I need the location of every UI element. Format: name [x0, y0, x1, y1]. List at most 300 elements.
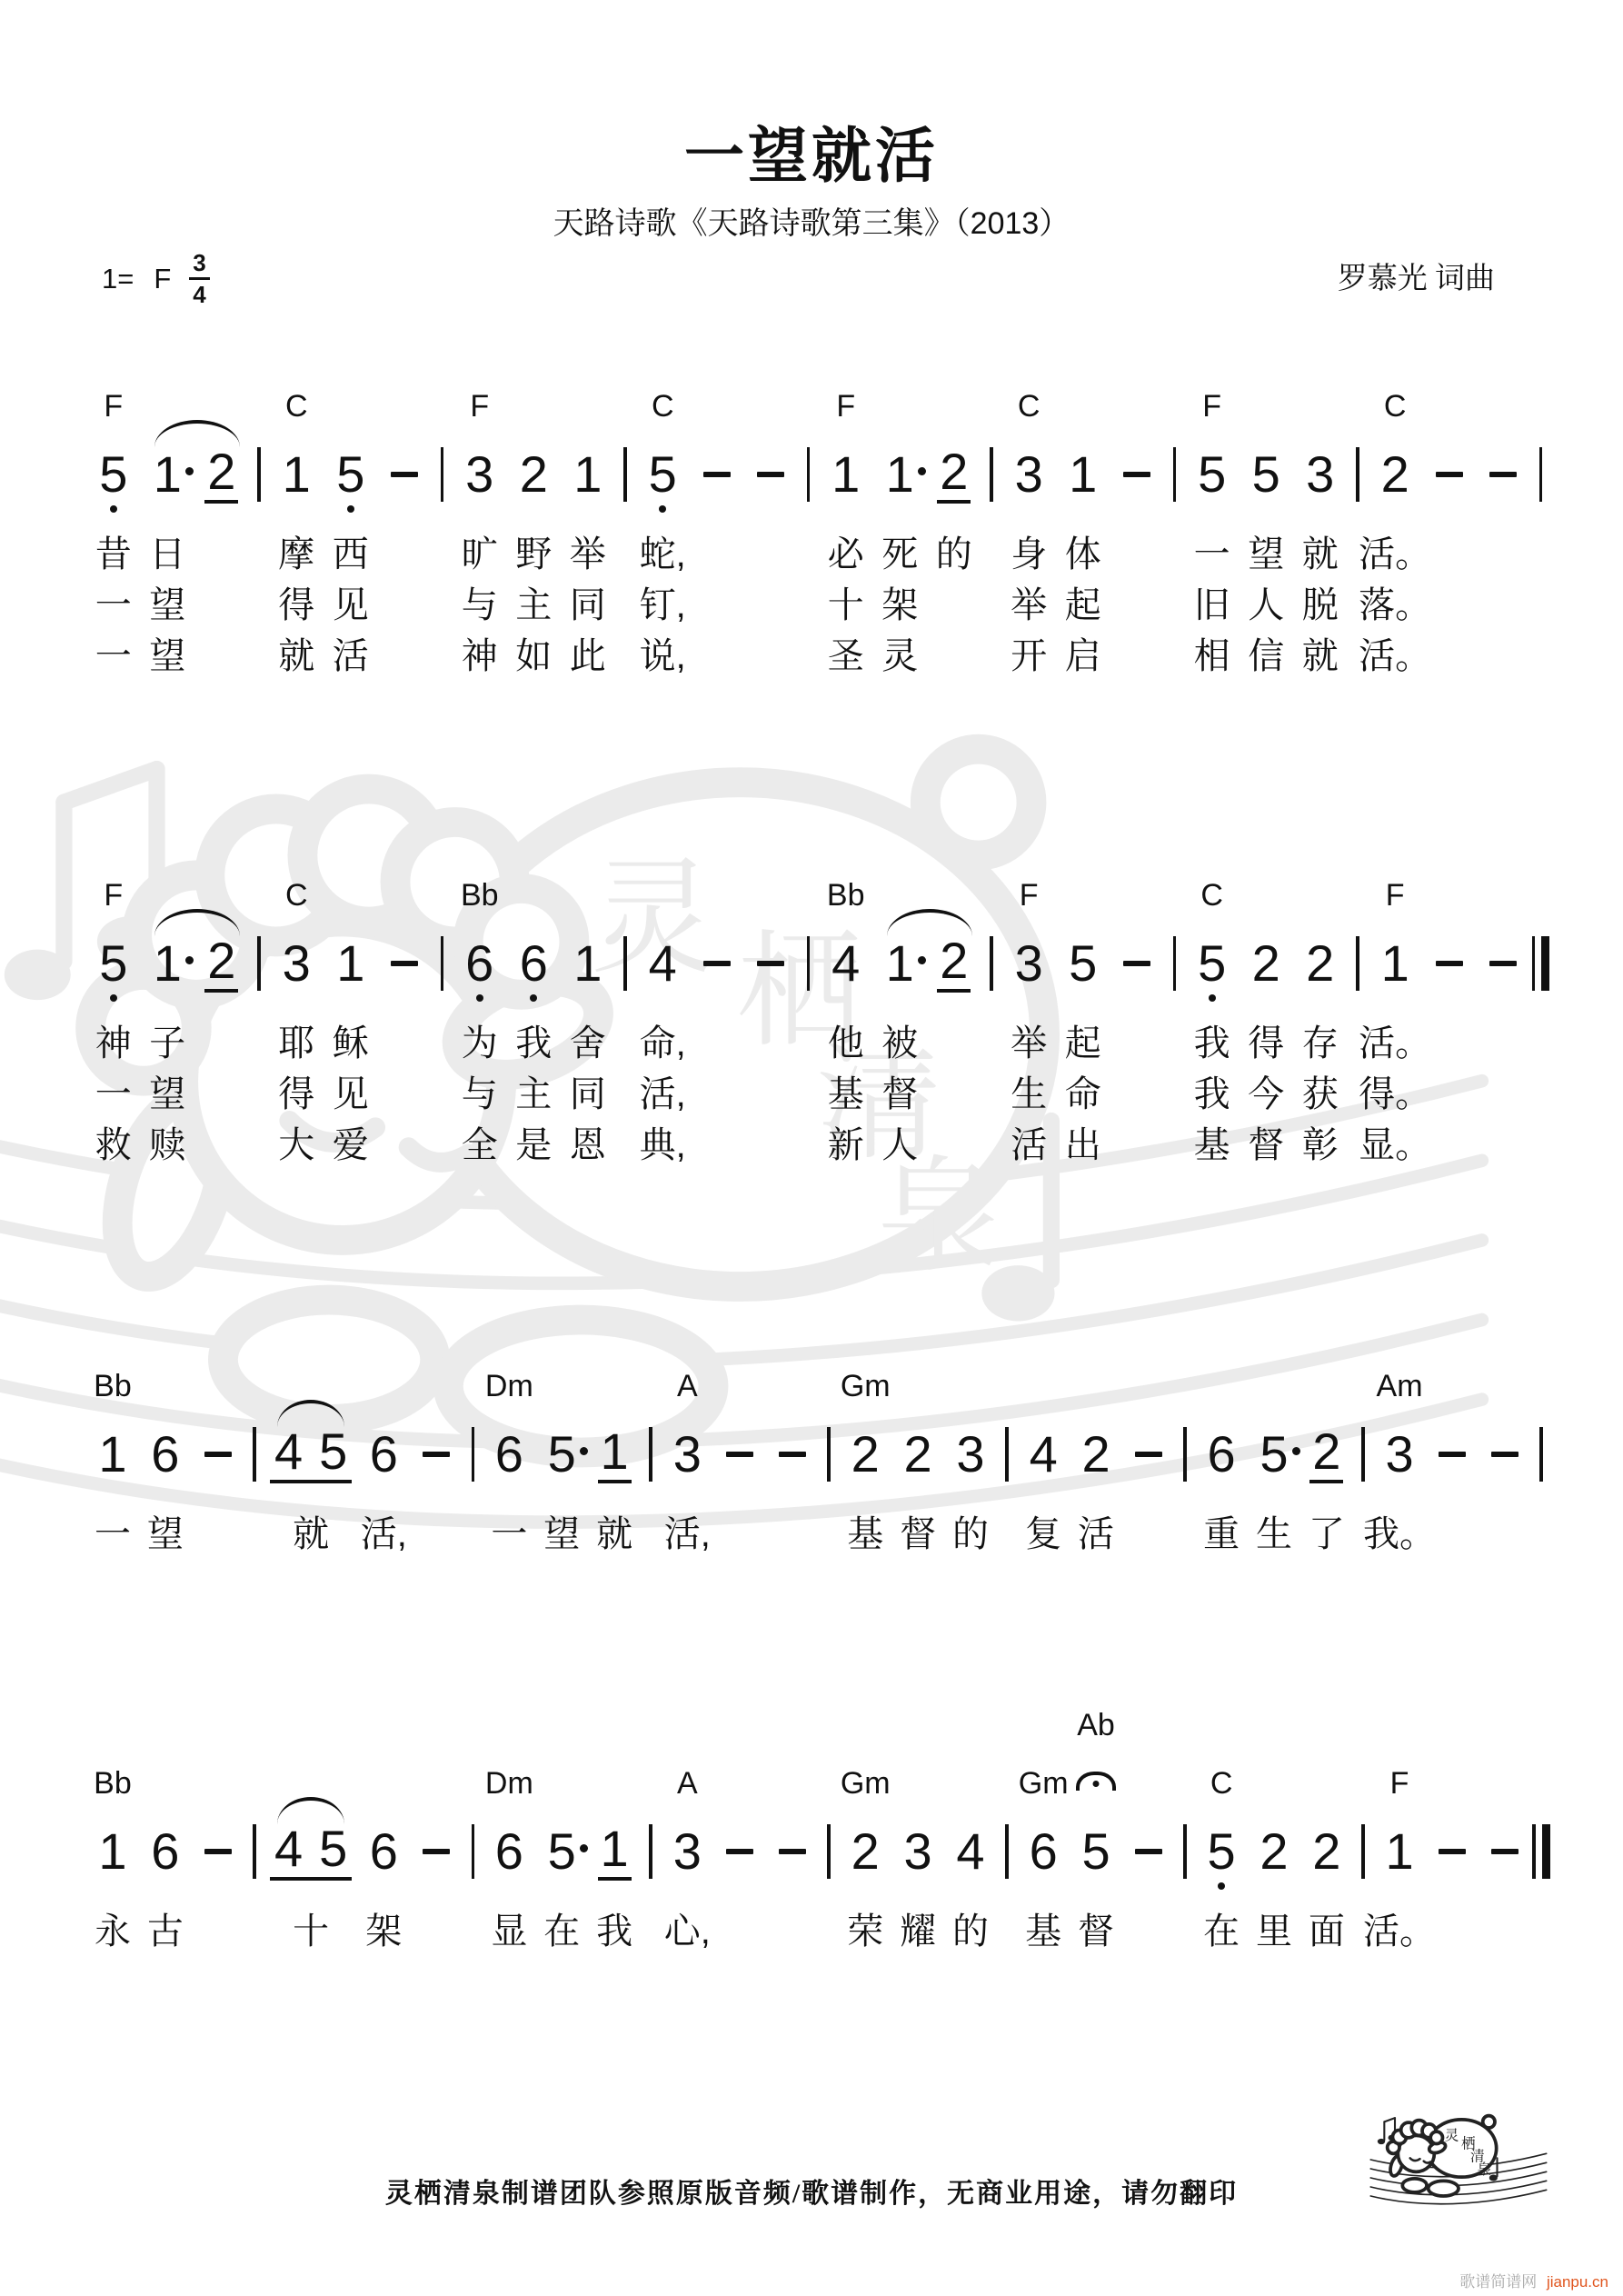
- duration-dash: [1426, 1425, 1479, 1556]
- lyric-syllable: 人: [1248, 584, 1285, 625]
- lyric-syllable: 望: [543, 1513, 581, 1554]
- lyric-syllable: 身: [1011, 534, 1048, 574]
- note: 4: [274, 1422, 304, 1480]
- note: 2 存 获 彰: [1293, 934, 1348, 1167]
- barline: [981, 934, 1002, 1167]
- lyric-syllable: 我。: [1363, 1513, 1437, 1554]
- lyric-syllable: 我: [1193, 1073, 1230, 1114]
- lyric-syllable: [244, 1505, 264, 1556]
- lyric-syllable: [378, 627, 433, 678]
- note: C 5 在: [1195, 1822, 1248, 1953]
- lyric-syllable: 督: [1248, 1124, 1285, 1165]
- lyric-syllable: 被: [881, 1023, 919, 1063]
- music-system-4: [86, 1708, 1551, 1953]
- chord-label: F: [1019, 878, 1039, 913]
- lyric-syllable: 面: [1308, 1911, 1345, 1952]
- barline: [1164, 934, 1185, 1167]
- chord-label: Ab: [1077, 1708, 1115, 1742]
- note: 2 活: [1070, 1425, 1122, 1556]
- lyric-syllable: 与: [461, 1073, 498, 1114]
- lyric-syllable: 此: [569, 635, 606, 676]
- lyric-syllable: 启: [1064, 635, 1101, 676]
- note: 1 日 望 望: [141, 445, 195, 678]
- note: 1 死 架 灵: [872, 445, 927, 678]
- chord-label: C: [651, 389, 674, 424]
- chord-label: C: [1210, 1766, 1233, 1801]
- lyric-syllable: [766, 1505, 819, 1556]
- note: 6 我 主 是: [507, 934, 562, 1167]
- duration-dash: [378, 445, 433, 678]
- chord-label: Gm: [840, 1766, 891, 1801]
- lyric-syllable: 他: [827, 1023, 864, 1063]
- lyric-syllable: [819, 1902, 839, 1953]
- barline: [432, 934, 453, 1167]
- chord-label: F: [104, 389, 124, 424]
- lyric-syllable: 是: [515, 1124, 553, 1165]
- note: 5: [319, 1422, 348, 1480]
- chord-label: F: [1389, 1766, 1409, 1801]
- lyric-syllable: [981, 525, 1002, 576]
- lyric-syllable: 我: [596, 1911, 633, 1952]
- lyric-syllable: 在: [543, 1911, 581, 1952]
- lyric-syllable: 为: [461, 1023, 498, 1063]
- lyric-syllable: [927, 1014, 981, 1065]
- duration-dash: [1122, 1822, 1175, 1953]
- lyric-syllable: 出: [1064, 1124, 1101, 1165]
- lyric-syllable: [194, 525, 249, 576]
- barline: [1164, 445, 1185, 678]
- lyric-syllable: [798, 525, 819, 576]
- lyric-syllable: 命: [1064, 1073, 1101, 1114]
- duration-dash: [690, 934, 744, 1167]
- note: F 1 活。 得。 显。: [1368, 934, 1422, 1167]
- lyric-syllable: 的: [935, 534, 972, 574]
- lyric-syllable: 稣: [332, 1023, 369, 1063]
- lyric-syllable: [249, 1116, 270, 1167]
- lyric-syllable: [432, 627, 453, 678]
- lyric-syllable: [1422, 576, 1477, 627]
- duration-dash: [1476, 445, 1530, 678]
- lyric-syllable: [641, 1902, 661, 1953]
- lyric-syllable: 心,: [663, 1911, 711, 1952]
- note: Bb 4 他 基 新: [819, 934, 873, 1167]
- lyric-syllable: 开: [1011, 635, 1048, 676]
- key-prefix: 1=: [102, 262, 134, 294]
- duration-dash: [1122, 1425, 1175, 1556]
- lyric-syllable: [927, 1116, 981, 1167]
- barline: [641, 1822, 661, 1953]
- chord-label: Am: [1376, 1369, 1423, 1403]
- lyric-syllable: 日: [149, 534, 186, 574]
- duration-dash: [744, 934, 799, 1167]
- note: C 5 蛇, 钉, 说,: [635, 445, 690, 678]
- duration-dash: [192, 1822, 244, 1953]
- note: A 3 心,: [661, 1822, 713, 1953]
- lyric-syllable: [713, 1505, 766, 1556]
- lyric-syllable: [1531, 1505, 1551, 1556]
- duration-dash: [766, 1822, 819, 1953]
- lyric-syllable: 旷: [461, 534, 498, 574]
- barline: [432, 445, 453, 678]
- barline: [981, 445, 1002, 678]
- note: 2: [927, 934, 981, 1167]
- low-octave-dot: [659, 505, 666, 513]
- barline: [249, 445, 270, 678]
- low-octave-dot: [110, 994, 117, 1002]
- note: 3 耀: [891, 1822, 944, 1953]
- duration-dash: [713, 1822, 766, 1953]
- lyric-syllable: [744, 1014, 799, 1065]
- lyric-syllable: [1164, 1116, 1185, 1167]
- lyric-syllable: 全: [461, 1124, 498, 1165]
- lyric-syllable: 望: [149, 584, 186, 625]
- note: Bb 6 为 与 全: [453, 934, 507, 1167]
- barline: [463, 1822, 483, 1953]
- duration-dash: [1422, 934, 1477, 1167]
- lyric-syllable: 见: [332, 1073, 369, 1114]
- chord-label: F: [470, 389, 490, 424]
- lyric-syllable: 了: [1308, 1513, 1345, 1554]
- final-barline: [1530, 934, 1551, 1167]
- barline: [244, 1425, 264, 1556]
- lyric-syllable: [1479, 1902, 1531, 1953]
- lyric-syllable: 活: [1078, 1513, 1115, 1554]
- lyric-syllable: [244, 1902, 264, 1953]
- note: 2 面: [1300, 1822, 1353, 1953]
- lyric-syllable: 一: [1193, 534, 1230, 574]
- lyric-syllable: 救: [95, 1124, 132, 1165]
- barline: [249, 934, 270, 1167]
- lyric-syllable: 今: [1248, 1073, 1285, 1114]
- duration-dash: [713, 1425, 766, 1556]
- lyric-syllable: 获: [1301, 1073, 1339, 1114]
- lyric-syllable: 灵: [881, 635, 919, 676]
- lyric-syllable: [194, 627, 249, 678]
- lyric-syllable: 与: [461, 584, 498, 625]
- lyric-syllable: [192, 1902, 244, 1953]
- duration-dash: [1426, 1822, 1479, 1953]
- lyric-syllable: 活。: [1359, 1023, 1432, 1063]
- chord-label: A: [676, 1369, 698, 1403]
- lyric-syllable: 活: [332, 635, 369, 676]
- song-source-subtitle: 天路诗歌《天路诗歌第三集》（2013）: [553, 206, 1070, 241]
- lyric-syllable: 就: [293, 1513, 330, 1554]
- composer-credit: 罗慕光 词曲: [1337, 263, 1495, 295]
- lyric-syllable: 举: [569, 534, 606, 574]
- note: Dm 6 一: [483, 1425, 535, 1556]
- lyric-syllable: 荣: [847, 1911, 884, 1952]
- page-title: 一望就活: [684, 122, 939, 189]
- note: 3 的: [944, 1425, 997, 1556]
- site-credit: [1459, 2269, 1608, 2291]
- lyric-syllable: [819, 1505, 839, 1556]
- lyric-syllable: 活。: [1363, 1911, 1437, 1952]
- lyric-syllable: 一: [95, 1073, 132, 1114]
- duration-dash: [690, 445, 744, 678]
- lyric-syllable: [997, 1902, 1017, 1953]
- lyric-syllable: [1422, 627, 1477, 678]
- fermata-icon: [1076, 1772, 1116, 1791]
- low-octave-dot: [347, 505, 354, 513]
- note: C 3 耶 得 大: [269, 934, 324, 1167]
- lyric-syllable: [1530, 525, 1551, 576]
- note: 2 督: [891, 1425, 944, 1556]
- duration-dash: [410, 1822, 463, 1953]
- duration-dash: [1110, 445, 1164, 678]
- note: 1 舍 同 恩: [561, 934, 615, 1167]
- lyric-syllable: 里: [1255, 1911, 1292, 1952]
- lyric-syllable: [690, 576, 744, 627]
- lyric-syllable: [744, 1065, 799, 1116]
- barline: [1175, 1425, 1195, 1556]
- note: 2 的: [927, 445, 981, 678]
- lyric-syllable: 野: [515, 534, 553, 574]
- lyric-syllable: [1110, 576, 1164, 627]
- note: 1 稣 见 爱: [324, 934, 378, 1167]
- lyric-syllable: [927, 576, 981, 627]
- note: F 5 神 一 救: [86, 934, 141, 1167]
- lyric-syllable: 起: [1064, 1023, 1101, 1063]
- lyric-syllable: [1530, 627, 1551, 678]
- lyric-syllable: 典,: [639, 1124, 686, 1165]
- lyric-syllable: 命,: [639, 1023, 686, 1063]
- lyric-syllable: 如: [515, 635, 553, 676]
- lyric-syllable: [1530, 576, 1551, 627]
- lyric-syllable: [1422, 525, 1477, 576]
- chord-label: Gm: [1018, 1766, 1069, 1801]
- lyric-syllable: 脱: [1301, 584, 1339, 625]
- note: F 3 旷 与 神: [453, 445, 507, 678]
- lyric-syllable: 活。: [1359, 534, 1432, 574]
- note: 5 生: [1248, 1425, 1300, 1556]
- lyric-syllable: [1110, 1065, 1164, 1116]
- lyric-syllable: [798, 627, 819, 678]
- lyric-syllable: 主: [515, 584, 553, 625]
- lyric-syllable: 落。: [1359, 584, 1432, 625]
- lyric-syllable: 举: [1011, 584, 1048, 625]
- lyric-syllable: 死: [881, 534, 919, 574]
- lyric-syllable: [981, 1014, 1002, 1065]
- lyric-syllable: [744, 576, 799, 627]
- chord-label: F: [1202, 389, 1222, 424]
- lyric-syllable: [1422, 1065, 1477, 1116]
- lyric-syllable: 钉,: [639, 584, 686, 625]
- lyric-syllable: 十: [293, 1911, 330, 1952]
- lyric-syllable: 新: [827, 1124, 864, 1165]
- lyric-syllable: [997, 1505, 1017, 1556]
- lyric-syllable: [249, 627, 270, 678]
- note: 1 体 起 启: [1056, 445, 1110, 678]
- lyric-syllable: [378, 576, 433, 627]
- barline: [463, 1425, 483, 1556]
- slur-arc: [277, 1797, 344, 1824]
- beamed-note-pair: [264, 1422, 357, 1556]
- lyric-syllable: 大: [278, 1124, 315, 1165]
- note: Gm 2 荣: [839, 1822, 891, 1953]
- lyric-syllable: [798, 576, 819, 627]
- note: 5 在: [535, 1822, 588, 1953]
- lyric-syllable: 督: [881, 1073, 919, 1114]
- lyric-syllable: [249, 576, 270, 627]
- duration-dash: [766, 1425, 819, 1556]
- music-system-1: [86, 389, 1551, 678]
- note: 6 古: [139, 1822, 192, 1953]
- lyric-syllable: [1476, 525, 1530, 576]
- lyric-syllable: [1530, 1065, 1551, 1116]
- note: 1 被 督 人: [872, 934, 927, 1167]
- lyric-syllable: 旧: [1193, 584, 1230, 625]
- site-url-link[interactable]: jianpu.cn: [1546, 2273, 1608, 2291]
- note: Bb 1 永: [86, 1822, 139, 1953]
- lyric-syllable: 活,: [663, 1513, 711, 1554]
- lyric-syllable: [432, 1116, 453, 1167]
- lyric-syllable: 基: [827, 1073, 864, 1114]
- lyric-syllable: [1422, 1014, 1477, 1065]
- lyric-syllable: 督: [1078, 1911, 1115, 1952]
- lyric-syllable: 永: [94, 1911, 131, 1952]
- lyric-syllable: [1164, 1014, 1185, 1065]
- note: F 5 昔 一 一: [86, 445, 141, 678]
- lyric-syllable: [798, 1065, 819, 1116]
- barline: [244, 1822, 264, 1953]
- low-octave-dot: [1218, 1882, 1225, 1890]
- note: 2: [194, 445, 249, 678]
- note: 5 起 命 出: [1056, 934, 1110, 1167]
- lyric-syllable: 的: [952, 1911, 989, 1952]
- barline: [819, 1822, 839, 1953]
- lyric-syllable: [615, 1065, 636, 1116]
- lyric-syllable: [1476, 1116, 1530, 1167]
- duration-dash: [410, 1425, 463, 1556]
- lyric-syllable: 生: [1255, 1513, 1292, 1554]
- lyric-syllable: 说,: [639, 635, 686, 676]
- lyric-syllable: 一: [491, 1513, 528, 1554]
- note: C 1 摩 得 就: [269, 445, 324, 678]
- lyric-syllable: 神: [461, 635, 498, 676]
- lyric-syllable: [249, 1014, 270, 1065]
- chord-label: Bb: [460, 878, 499, 913]
- chord-label: Dm: [484, 1766, 533, 1801]
- note: 4 的: [944, 1822, 997, 1953]
- note: 4: [274, 1819, 304, 1877]
- lyric-syllable: 圣: [827, 635, 864, 676]
- lyric-syllable: 起: [1064, 584, 1101, 625]
- lyric-syllable: 望: [146, 1513, 184, 1554]
- lyric-syllable: 得: [1248, 1023, 1285, 1063]
- key-signature: [102, 251, 210, 306]
- note: 2 了: [1300, 1425, 1353, 1556]
- music-system-3: [86, 1369, 1551, 1556]
- music-system-2: [86, 878, 1551, 1167]
- lyric-syllable: 同: [569, 1073, 606, 1114]
- note: 2: [194, 934, 249, 1167]
- lyric-syllable: [1476, 576, 1530, 627]
- barline: [1175, 1822, 1195, 1953]
- lyric-syllable: 就: [278, 635, 315, 676]
- lyric-syllable: 同: [569, 584, 606, 625]
- lyric-syllable: [249, 1065, 270, 1116]
- low-octave-dot: [110, 505, 117, 513]
- duration-dash: [378, 934, 433, 1167]
- lyric-syllable: [378, 1014, 433, 1065]
- lyric-syllable: 举: [1011, 1023, 1048, 1063]
- note: F 5 一 旧 相: [1185, 445, 1240, 678]
- barline: [1530, 445, 1551, 678]
- lyric-syllable: 蛇,: [639, 534, 686, 574]
- chord-label: F: [836, 389, 856, 424]
- duration-dash: [1476, 934, 1530, 1167]
- note: F 3 举 生 活: [1001, 934, 1056, 1167]
- lyric-syllable: [690, 525, 744, 576]
- lyric-syllable: 得。: [1359, 1073, 1432, 1114]
- lyric-syllable: [744, 525, 799, 576]
- lyric-syllable: [615, 576, 636, 627]
- note: 1 就: [588, 1425, 641, 1556]
- lyric-syllable: 得: [278, 1073, 315, 1114]
- key-letter: F: [154, 262, 172, 294]
- lyric-syllable: [194, 1014, 249, 1065]
- lyric-syllable: 基: [847, 1513, 884, 1554]
- note: 2 野 主 如: [507, 445, 562, 678]
- lyric-syllable: [927, 627, 981, 678]
- lyric-syllable: 存: [1301, 1023, 1339, 1063]
- lyric-syllable: [1164, 525, 1185, 576]
- publisher-logo-sheep: [1368, 2074, 1549, 2227]
- lyric-syllable: [1426, 1505, 1479, 1556]
- note: 4 命, 活, 典,: [635, 934, 690, 1167]
- lyric-syllable: [690, 1065, 744, 1116]
- chord-label: Dm: [484, 1369, 533, 1403]
- lyric-syllable: [432, 525, 453, 576]
- note: C 5 我 我 基: [1185, 934, 1240, 1167]
- lyric-syllable: 恩: [569, 1124, 606, 1165]
- lyric-syllable: 活,: [639, 1073, 686, 1114]
- lyric-syllable: [615, 1014, 636, 1065]
- low-octave-dot: [476, 994, 483, 1002]
- duration-dash: [1422, 445, 1477, 678]
- chord-label: Bb: [94, 1369, 132, 1403]
- lyric-syllable: 活: [1011, 1124, 1048, 1165]
- note: A 3 活,: [661, 1425, 713, 1556]
- lyric-syllable: [981, 1065, 1002, 1116]
- duration-dash: [192, 1425, 244, 1556]
- lyric-syllable: 信: [1248, 635, 1285, 676]
- lyric-syllable: 望: [1248, 534, 1285, 574]
- lyric-syllable: 望: [149, 1073, 186, 1114]
- lyric-syllable: 基: [1193, 1124, 1230, 1165]
- lyric-syllable: 相: [1193, 635, 1230, 676]
- chord-label: A: [676, 1766, 698, 1801]
- barline: [798, 934, 819, 1167]
- lyric-syllable: [744, 627, 799, 678]
- lyric-syllable: [1531, 1902, 1551, 1953]
- note: 6 重: [1195, 1425, 1248, 1556]
- lyric-syllable: [432, 1065, 453, 1116]
- lyric-syllable: [1110, 1014, 1164, 1065]
- note: 5: [319, 1819, 348, 1877]
- chord-label: C: [1017, 389, 1041, 424]
- note: 3 就 脱 就: [1293, 445, 1348, 678]
- note: Gm 2 基: [839, 1425, 891, 1556]
- lyric-syllable: [1476, 1014, 1530, 1065]
- lyric-syllable: 体: [1064, 534, 1101, 574]
- lyric-syllable: [249, 525, 270, 576]
- lyric-syllable: 得: [278, 584, 315, 625]
- lyric-syllable: [463, 1902, 483, 1953]
- barline: [1531, 1425, 1551, 1556]
- lyric-syllable: 活,: [360, 1513, 407, 1554]
- lyric-syllable: [1164, 576, 1185, 627]
